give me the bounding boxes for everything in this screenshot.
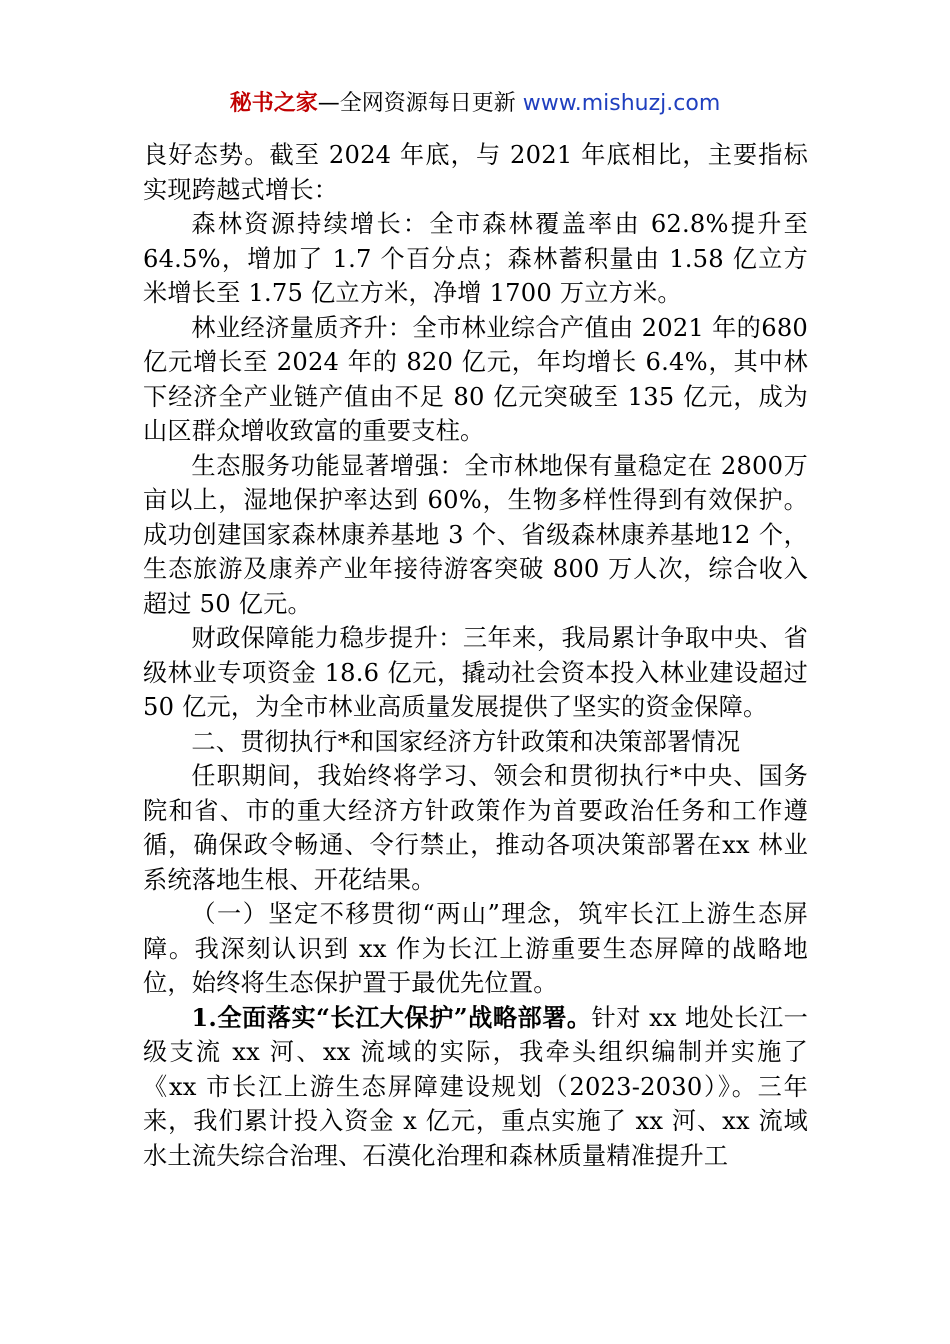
section-heading-two: 二、贯彻执行*和国家经济方针政策和决策部署情况 <box>191 727 741 756</box>
paragraph-subsection-one: （一）坚定不移贯彻“两山”理念，筑牢长江上游生态屏障。我深刻认识到 xx 作为长江上游重要生态屏障的战略地位，始终将生态保护置于最优先位置。 <box>143 900 808 997</box>
paragraph-fiscal-support: 财政保障能力稳步提升：三年来，我局累计争取中央、省级林业专项资金 18.6 亿元，撬动社会资本投入林业建设超过 50 亿元，为全市林业高质量发展提供了坚实的资金保障。 <box>143 624 808 721</box>
document-body <box>143 138 808 1173</box>
item-one-lead: 1.全面落实“长江大保护”战略部署。 <box>191 1002 592 1032</box>
site-url-link[interactable]: www.mishuzj.com <box>522 91 721 116</box>
paragraph-continuation: 良好态势。截至 2024 年底，与 2021 年底相比，主要指标实现跨越式增长： <box>143 141 808 204</box>
header-slogan: —全网资源每日更新 <box>317 91 523 116</box>
brand-name: 秘书之家 <box>229 91 318 116</box>
site-header <box>0 88 950 120</box>
paragraph-forest-resources: 森林资源持续增长：全市森林覆盖率由 62.8%提升至64.5%，增加了 1.7 个百分点；森林蓄积量由 1.58 亿立方米增长至 1.75 亿立方米，净增 1700 万立方米。 <box>143 210 808 307</box>
paragraph-ecological-services: 生态服务功能显著增强：全市林地保有量稳定在 2800万亩以上，湿地保护率达到 60%，生物多样性得到有效保护。成功创建国家森林康养基地 3 个、省级森林康养基地12 个，生态旅游及康养产业年接待游客突破 800 万人次，综合收入超过 50 亿元。 <box>143 451 808 618</box>
paragraph-item-one <box>143 1001 808 1174</box>
paragraph-policy-implementation: 任职期间，我始终将学习、领会和贯彻执行*中央、国务院和省、市的重大经济方针政策作为首要政治任务和工作遵循，确保政令畅通、令行禁止，推动各项决策部署在xx 林业系统落地生根、开花结果。 <box>143 762 808 894</box>
paragraph-forestry-economy: 林业经济量质齐升：全市林业综合产值由 2021 年的680 亿元增长至 2024 年的 820 亿元，年均增长 6.4%，其中林下经济全产业链产值由不足 80 亿元突破至 135 亿元，成为山区群众增收致富的重要支柱。 <box>143 313 808 445</box>
item-one-text: 针对 xx 地处长江一级支流 xx 河、xx 流域的实际，我牵头组织编制并实施了《xx 市长江上游生态屏障建设规划（2023-2030）》。三年来，我们累计投入资金 x 亿元，重点实施了 xx 河、xx 流域水土流失综合治理、石漠化治理和森林质量精准提升工 <box>143 1003 808 1170</box>
